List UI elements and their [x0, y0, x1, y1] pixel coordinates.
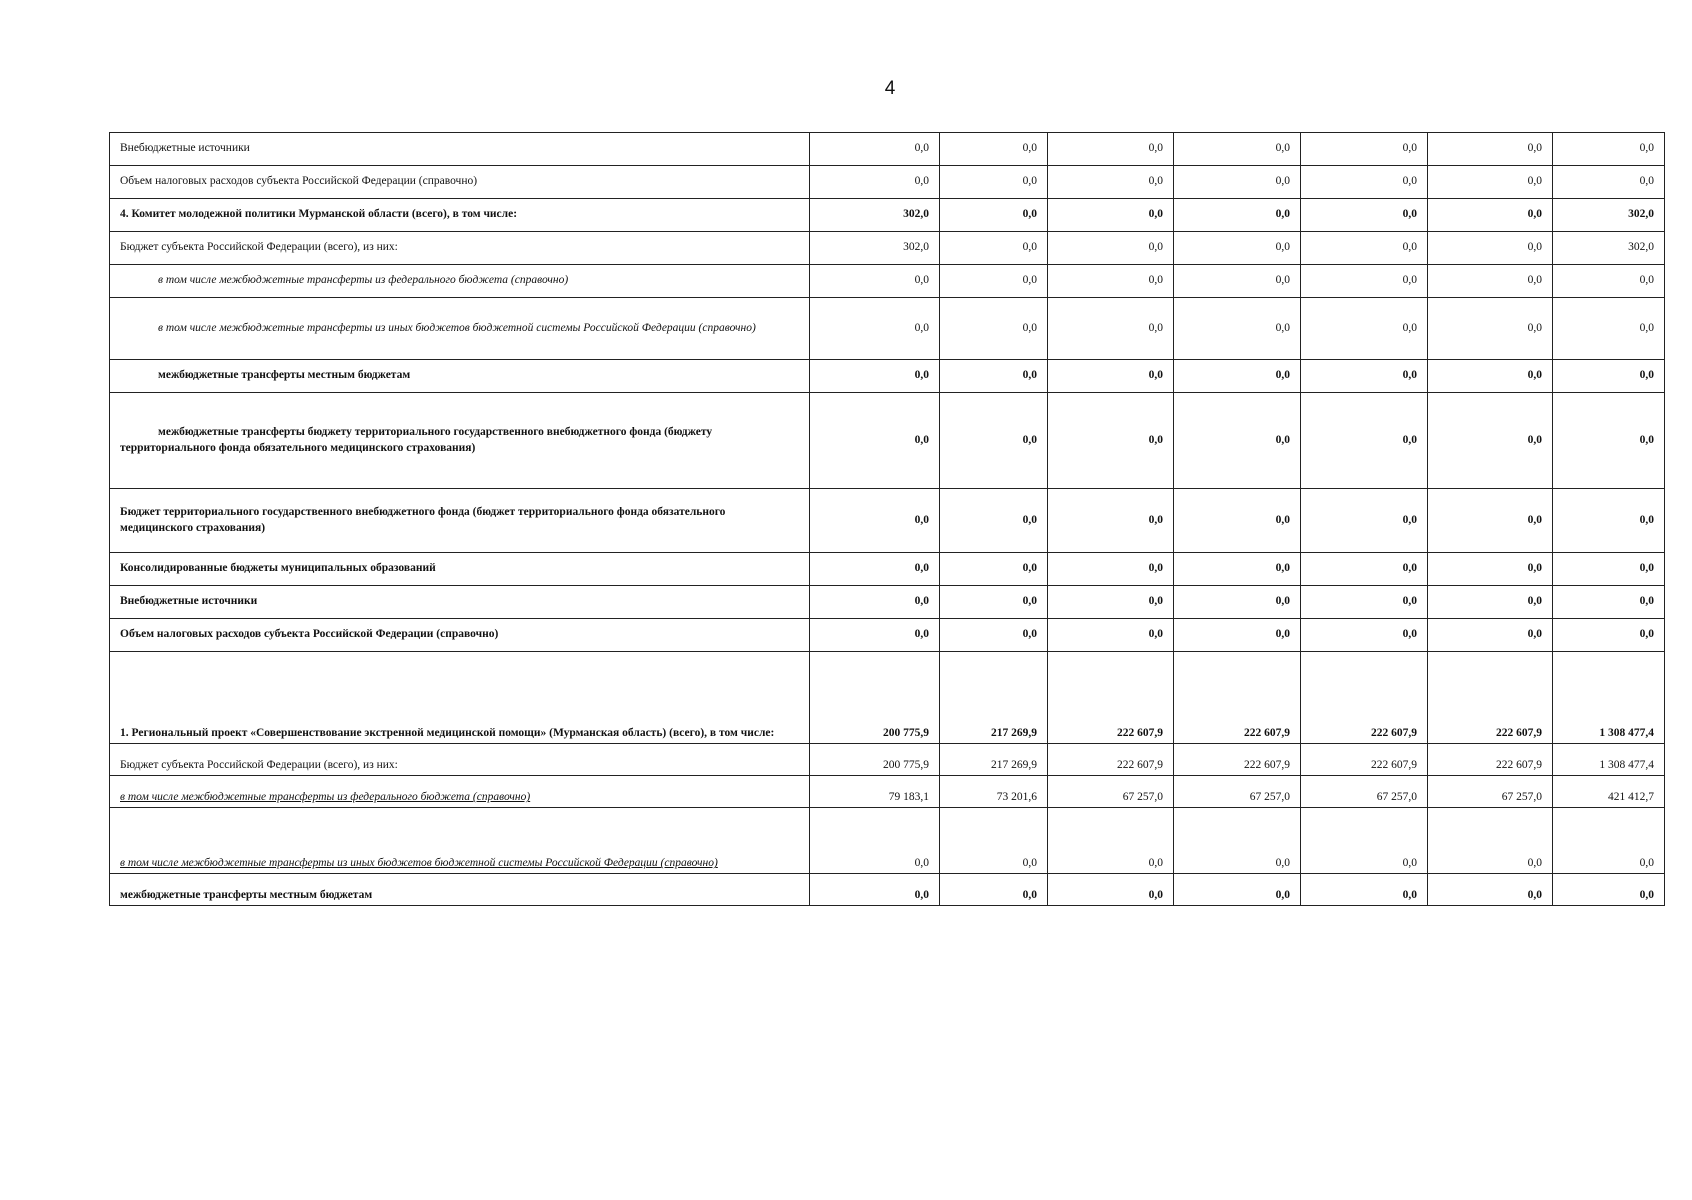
- row-label-text: Бюджет субъекта Российской Федерации (всего), из них:: [120, 241, 398, 254]
- row-label: [110, 232, 810, 265]
- value-cell: 0,0: [1174, 553, 1301, 586]
- row-label: [110, 619, 810, 652]
- row-label-text: в том числе межбюджетные трансферты из федерального бюджета (справочно): [120, 791, 531, 804]
- value-cell: 0,0: [1174, 393, 1301, 489]
- value-cell: 0,0: [1301, 166, 1428, 199]
- value-cell: 0,0: [1048, 298, 1174, 360]
- value-cell: 222 607,9: [1048, 652, 1174, 744]
- value-cell: 0,0: [1553, 360, 1665, 393]
- value-cell: 0,0: [1301, 586, 1428, 619]
- value-cell: 0,0: [1048, 265, 1174, 298]
- value-cell: 0,0: [940, 489, 1048, 553]
- value-cell: 0,0: [1553, 393, 1665, 489]
- value-cell: 222 607,9: [1428, 744, 1553, 776]
- value-cell: 0,0: [1428, 265, 1553, 298]
- value-cell: 0,0: [1553, 265, 1665, 298]
- value-cell: 302,0: [810, 199, 940, 232]
- row-label-text: межбюджетные трансферты бюджету территориального государственного внебюджетного фонда (бюджету территориального фонда обязательного медицинского страхования): [120, 425, 713, 454]
- value-cell: 0,0: [1301, 265, 1428, 298]
- value-cell: 0,0: [1174, 586, 1301, 619]
- row-label-text: Бюджет субъекта Российской Федерации (всего), из них:: [120, 759, 398, 772]
- value-cell: 0,0: [1553, 166, 1665, 199]
- value-cell: 0,0: [810, 808, 940, 874]
- value-cell: 0,0: [1301, 808, 1428, 874]
- value-cell: 0,0: [1553, 586, 1665, 619]
- value-cell: 0,0: [1301, 360, 1428, 393]
- row-label-text: Бюджет территориального государственного внебюджетного фонда (бюджет территориального фонда обязательного медицинского страхования): [120, 505, 726, 534]
- row-label-text: Внебюджетные источники: [120, 142, 250, 155]
- value-cell: 0,0: [940, 360, 1048, 393]
- value-cell: 0,0: [1174, 133, 1301, 166]
- value-cell: 0,0: [940, 199, 1048, 232]
- value-cell: 0,0: [1301, 393, 1428, 489]
- table-row: [110, 874, 1665, 906]
- value-cell: 0,0: [1301, 232, 1428, 265]
- value-cell: 0,0: [1174, 265, 1301, 298]
- value-cell: 222 607,9: [1048, 744, 1174, 776]
- row-label: [110, 776, 810, 808]
- value-cell: 200 775,9: [810, 652, 940, 744]
- table-row: [110, 619, 1665, 652]
- value-cell: 67 257,0: [1428, 776, 1553, 808]
- value-cell: 0,0: [940, 265, 1048, 298]
- value-cell: 0,0: [1174, 360, 1301, 393]
- value-cell: 0,0: [810, 265, 940, 298]
- value-cell: 0,0: [1174, 232, 1301, 265]
- value-cell: 0,0: [940, 619, 1048, 652]
- value-cell: 0,0: [1428, 808, 1553, 874]
- value-cell: 0,0: [1553, 133, 1665, 166]
- value-cell: 0,0: [810, 393, 940, 489]
- table-row: [110, 489, 1665, 553]
- value-cell: 200 775,9: [810, 744, 940, 776]
- table-row: [110, 393, 1665, 489]
- value-cell: 0,0: [1048, 232, 1174, 265]
- row-label: [110, 744, 810, 776]
- table-row: [110, 553, 1665, 586]
- value-cell: 0,0: [1301, 199, 1428, 232]
- value-cell: 0,0: [810, 619, 940, 652]
- value-cell: 0,0: [1553, 489, 1665, 553]
- value-cell: 0,0: [1048, 553, 1174, 586]
- value-cell: 0,0: [810, 489, 940, 553]
- value-cell: 222 607,9: [1301, 652, 1428, 744]
- value-cell: 0,0: [940, 874, 1048, 906]
- value-cell: 421 412,7: [1553, 776, 1665, 808]
- value-cell: 0,0: [940, 586, 1048, 619]
- value-cell: 0,0: [1428, 232, 1553, 265]
- value-cell: 217 269,9: [940, 652, 1048, 744]
- value-cell: 0,0: [810, 874, 940, 906]
- table-row: [110, 744, 1665, 776]
- row-label-text: 4. Комитет молодежной политики Мурманской области (всего), в том числе:: [120, 208, 518, 221]
- value-cell: 0,0: [1428, 166, 1553, 199]
- value-cell: 0,0: [1048, 586, 1174, 619]
- row-label: [110, 166, 810, 199]
- row-label-text: в том числе межбюджетные трансферты из иных бюджетов бюджетной системы Российской Федерации (справочно): [158, 321, 756, 334]
- row-label-text: межбюджетные трансферты местным бюджетам: [158, 369, 411, 382]
- value-cell: 0,0: [1301, 874, 1428, 906]
- row-label-text: Объем налоговых расходов субъекта Российской Федерации (справочно): [120, 175, 478, 188]
- table-row: [110, 298, 1665, 360]
- value-cell: 0,0: [1428, 874, 1553, 906]
- table-row: [110, 199, 1665, 232]
- row-label-text: 1. Региональный проект «Совершенствование экстренной медицинской помощи» (Мурманская область) (всего), в том числе:: [120, 727, 775, 740]
- value-cell: 0,0: [940, 232, 1048, 265]
- value-cell: 0,0: [1428, 586, 1553, 619]
- row-label: [110, 265, 810, 298]
- row-label-text: Объем налоговых расходов субъекта Российской Федерации (справочно): [120, 628, 499, 641]
- value-cell: 0,0: [940, 298, 1048, 360]
- row-label-text: Консолидированные бюджеты муниципальных образований: [120, 562, 436, 575]
- value-cell: 0,0: [1174, 166, 1301, 199]
- value-cell: 0,0: [1174, 619, 1301, 652]
- row-label-text: в том числе межбюджетные трансферты из иных бюджетов бюджетной системы Российской Федерации (справочно): [120, 857, 718, 870]
- value-cell: 0,0: [810, 298, 940, 360]
- value-cell: 0,0: [940, 133, 1048, 166]
- table-row: [110, 808, 1665, 874]
- value-cell: 0,0: [1428, 619, 1553, 652]
- value-cell: 1 308 477,4: [1553, 744, 1665, 776]
- value-cell: 302,0: [810, 232, 940, 265]
- value-cell: 0,0: [1048, 393, 1174, 489]
- value-cell: 67 257,0: [1048, 776, 1174, 808]
- budget-table: [109, 132, 1665, 906]
- value-cell: 0,0: [940, 808, 1048, 874]
- value-cell: 0,0: [1048, 808, 1174, 874]
- row-label-text: межбюджетные трансферты местным бюджетам: [120, 889, 373, 902]
- value-cell: 67 257,0: [1174, 776, 1301, 808]
- value-cell: 0,0: [1428, 393, 1553, 489]
- value-cell: 0,0: [940, 553, 1048, 586]
- value-cell: 0,0: [1174, 808, 1301, 874]
- table-row: [110, 133, 1665, 166]
- row-label: [110, 298, 810, 360]
- row-label-text: в том числе межбюджетные трансферты из федерального бюджета (справочно): [158, 274, 569, 287]
- value-cell: 0,0: [810, 553, 940, 586]
- value-cell: 0,0: [1553, 553, 1665, 586]
- row-label: [110, 489, 810, 553]
- value-cell: 0,0: [1048, 166, 1174, 199]
- table-row: [110, 265, 1665, 298]
- row-label: [110, 133, 810, 166]
- value-cell: 0,0: [1301, 133, 1428, 166]
- value-cell: 0,0: [1048, 489, 1174, 553]
- value-cell: 0,0: [1428, 133, 1553, 166]
- value-cell: 222 607,9: [1174, 652, 1301, 744]
- table-row: [110, 166, 1665, 199]
- table-row: [110, 776, 1665, 808]
- value-cell: 222 607,9: [1174, 744, 1301, 776]
- value-cell: 0,0: [1301, 298, 1428, 360]
- value-cell: 0,0: [810, 133, 940, 166]
- row-label: [110, 808, 810, 874]
- value-cell: 0,0: [1301, 489, 1428, 553]
- value-cell: 302,0: [1553, 232, 1665, 265]
- value-cell: 0,0: [1428, 298, 1553, 360]
- table-row: [110, 232, 1665, 265]
- value-cell: 217 269,9: [940, 744, 1048, 776]
- value-cell: 0,0: [1301, 619, 1428, 652]
- value-cell: 0,0: [1428, 199, 1553, 232]
- page-number: 4: [884, 78, 896, 99]
- value-cell: 0,0: [1428, 489, 1553, 553]
- value-cell: 0,0: [1048, 874, 1174, 906]
- row-label: [110, 652, 810, 744]
- value-cell: 0,0: [1174, 199, 1301, 232]
- value-cell: 302,0: [1553, 199, 1665, 232]
- value-cell: 0,0: [1428, 553, 1553, 586]
- value-cell: 79 183,1: [810, 776, 940, 808]
- value-cell: 1 308 477,4: [1553, 652, 1665, 744]
- value-cell: 73 201,6: [940, 776, 1048, 808]
- value-cell: 222 607,9: [1428, 652, 1553, 744]
- value-cell: 0,0: [1048, 619, 1174, 652]
- value-cell: 0,0: [1174, 874, 1301, 906]
- value-cell: 0,0: [1428, 360, 1553, 393]
- value-cell: 0,0: [810, 586, 940, 619]
- row-label: [110, 874, 810, 906]
- value-cell: 0,0: [1048, 360, 1174, 393]
- table-row: [110, 360, 1665, 393]
- value-cell: 0,0: [810, 166, 940, 199]
- value-cell: 0,0: [940, 393, 1048, 489]
- value-cell: 0,0: [1301, 553, 1428, 586]
- row-label: [110, 586, 810, 619]
- value-cell: 67 257,0: [1301, 776, 1428, 808]
- row-label: [110, 360, 810, 393]
- value-cell: 0,0: [1048, 199, 1174, 232]
- value-cell: 0,0: [810, 360, 940, 393]
- value-cell: 0,0: [1174, 489, 1301, 553]
- row-label: [110, 199, 810, 232]
- table-row: [110, 652, 1665, 744]
- value-cell: 0,0: [1553, 298, 1665, 360]
- value-cell: 0,0: [1553, 808, 1665, 874]
- value-cell: 222 607,9: [1301, 744, 1428, 776]
- row-label: [110, 393, 810, 489]
- row-label-text: Внебюджетные источники: [120, 595, 258, 608]
- table-row: [110, 586, 1665, 619]
- value-cell: 0,0: [1048, 133, 1174, 166]
- value-cell: 0,0: [940, 166, 1048, 199]
- value-cell: 0,0: [1553, 874, 1665, 906]
- value-cell: 0,0: [1174, 298, 1301, 360]
- value-cell: 0,0: [1553, 619, 1665, 652]
- row-label: [110, 553, 810, 586]
